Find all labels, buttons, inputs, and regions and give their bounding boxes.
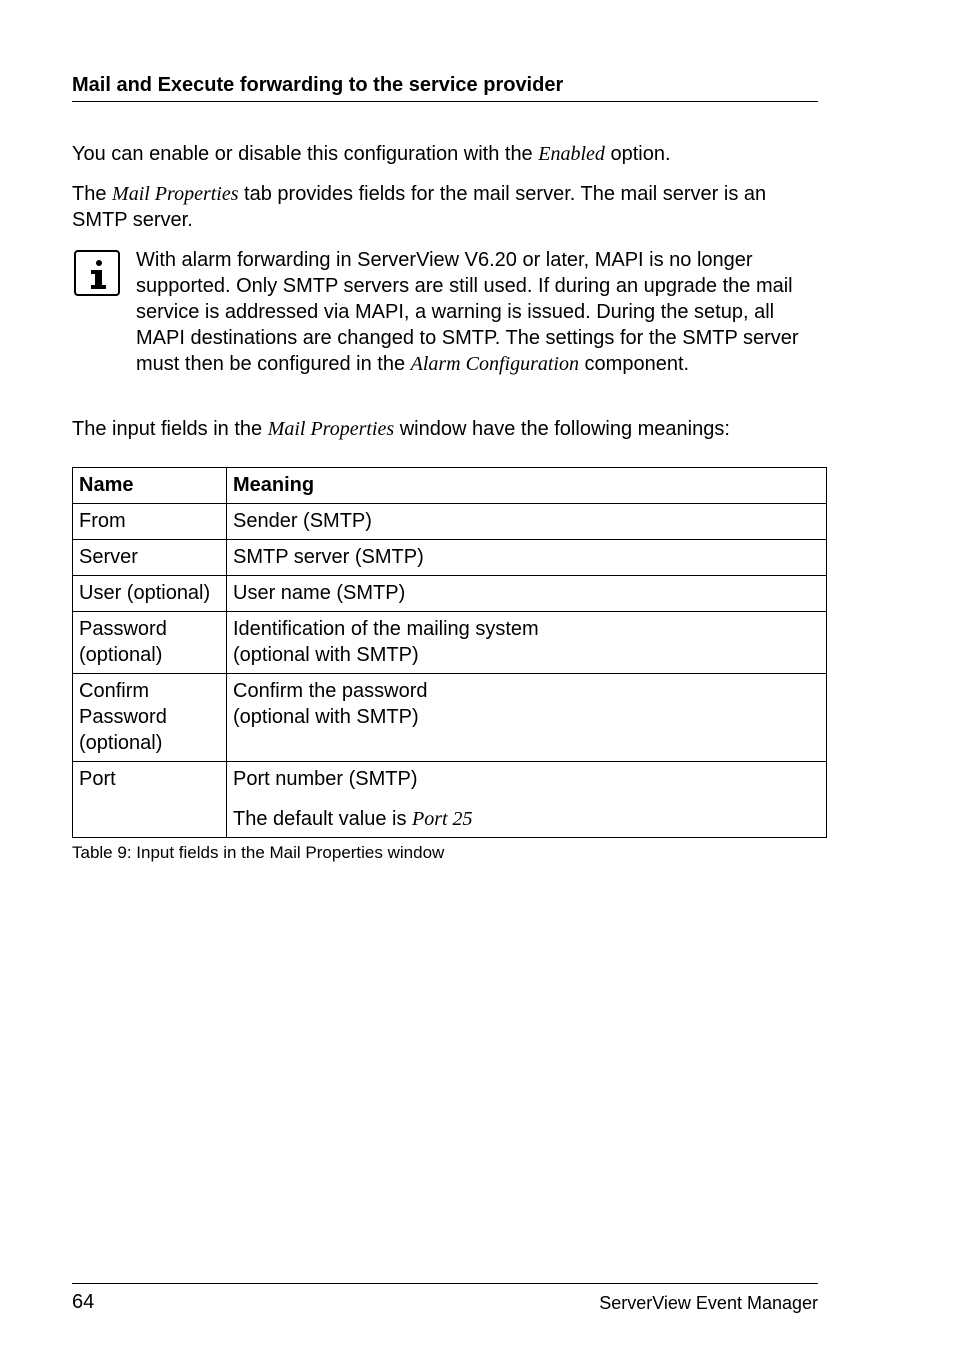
field-name-cell	[73, 504, 227, 540]
field-name-line: Confirm	[79, 680, 150, 702]
section-heading: Mail and Execute forwarding to the service provider	[72, 72, 818, 102]
field-name-cell	[73, 540, 227, 576]
column-header-meaning: Meaning	[227, 468, 827, 504]
note-text: With alarm forwarding in ServerView V6.20 or later, MAPI is no longer supported. Only SMTP servers are still used. If during an upgrade the mail service is addressed via MAPI, a warning is issued. During the setup, all MAPI destinations are changed to SMTP. The settings for the SMTP server must then be configured in the Alarm Configuration component.	[136, 249, 799, 375]
field-name-line: (optional)	[79, 644, 163, 666]
page-number: 64	[72, 1291, 95, 1313]
field-name-line: Port	[79, 768, 116, 790]
field-meaning-cell	[227, 576, 827, 612]
field-name-cell	[73, 576, 227, 612]
alarm-configuration-term: Alarm Configuration	[410, 353, 579, 375]
field-meaning-line: (optional with SMTP)	[233, 644, 419, 666]
field-meaning-cell	[227, 504, 827, 540]
input-fields-table	[72, 467, 827, 838]
field-meaning-cell	[227, 540, 827, 576]
table-row	[73, 612, 827, 674]
table-header-row	[73, 468, 827, 504]
field-name-line: Password	[79, 706, 167, 728]
field-meaning-cell	[227, 674, 827, 762]
field-meaning-line: (optional with SMTP)	[233, 706, 419, 728]
mail-properties-paragraph: The Mail Properties tab provides fields for the mail server. The mail server is an SMTP server.	[72, 183, 767, 231]
enabled-paragraph: You can enable or disable this configuration with the Enabled option.	[72, 143, 671, 165]
field-name-line: (optional)	[79, 732, 163, 754]
document-title: ServerView Event Manager	[599, 1293, 818, 1313]
field-name-cell	[73, 762, 227, 838]
field-meaning-line: User name (SMTP)	[233, 582, 406, 604]
mail-properties-term: Mail Properties	[112, 183, 239, 205]
field-name-line: User (optional)	[79, 582, 211, 604]
field-name-line: Server	[79, 546, 138, 568]
field-meaning-line: SMTP server (SMTP)	[233, 546, 424, 568]
default-value-line: The default value is Port 25	[233, 808, 473, 830]
field-name-line: From	[79, 510, 126, 532]
enabled-term: Enabled	[538, 143, 605, 165]
table-caption: Table 9: Input fields in the Mail Properties window	[72, 843, 445, 862]
mail-properties-term: Mail Properties	[267, 418, 395, 440]
fields-intro-paragraph: The input fields in the Mail Properties window have the following meanings:	[72, 418, 730, 440]
table-body	[73, 504, 827, 838]
field-meaning-line: Confirm the password	[233, 680, 428, 702]
table-row	[73, 762, 827, 838]
field-meaning-cell	[227, 762, 827, 838]
field-name-line: Password	[79, 618, 167, 640]
field-meaning-line: Sender (SMTP)	[233, 510, 372, 532]
footer-rule	[72, 1283, 818, 1284]
table-row	[73, 576, 827, 612]
info-icon	[74, 250, 120, 296]
table-row	[73, 540, 827, 576]
table-row	[73, 674, 827, 762]
field-meaning-cell	[227, 612, 827, 674]
field-name-cell	[73, 674, 227, 762]
field-name-cell	[73, 612, 227, 674]
default-port-term: Port 25	[412, 808, 473, 830]
column-header-name: Name	[73, 468, 227, 504]
field-meaning-line: Identification of the mailing system	[233, 618, 539, 640]
table-row	[73, 504, 827, 540]
field-meaning-line: Port number (SMTP)	[233, 768, 418, 790]
